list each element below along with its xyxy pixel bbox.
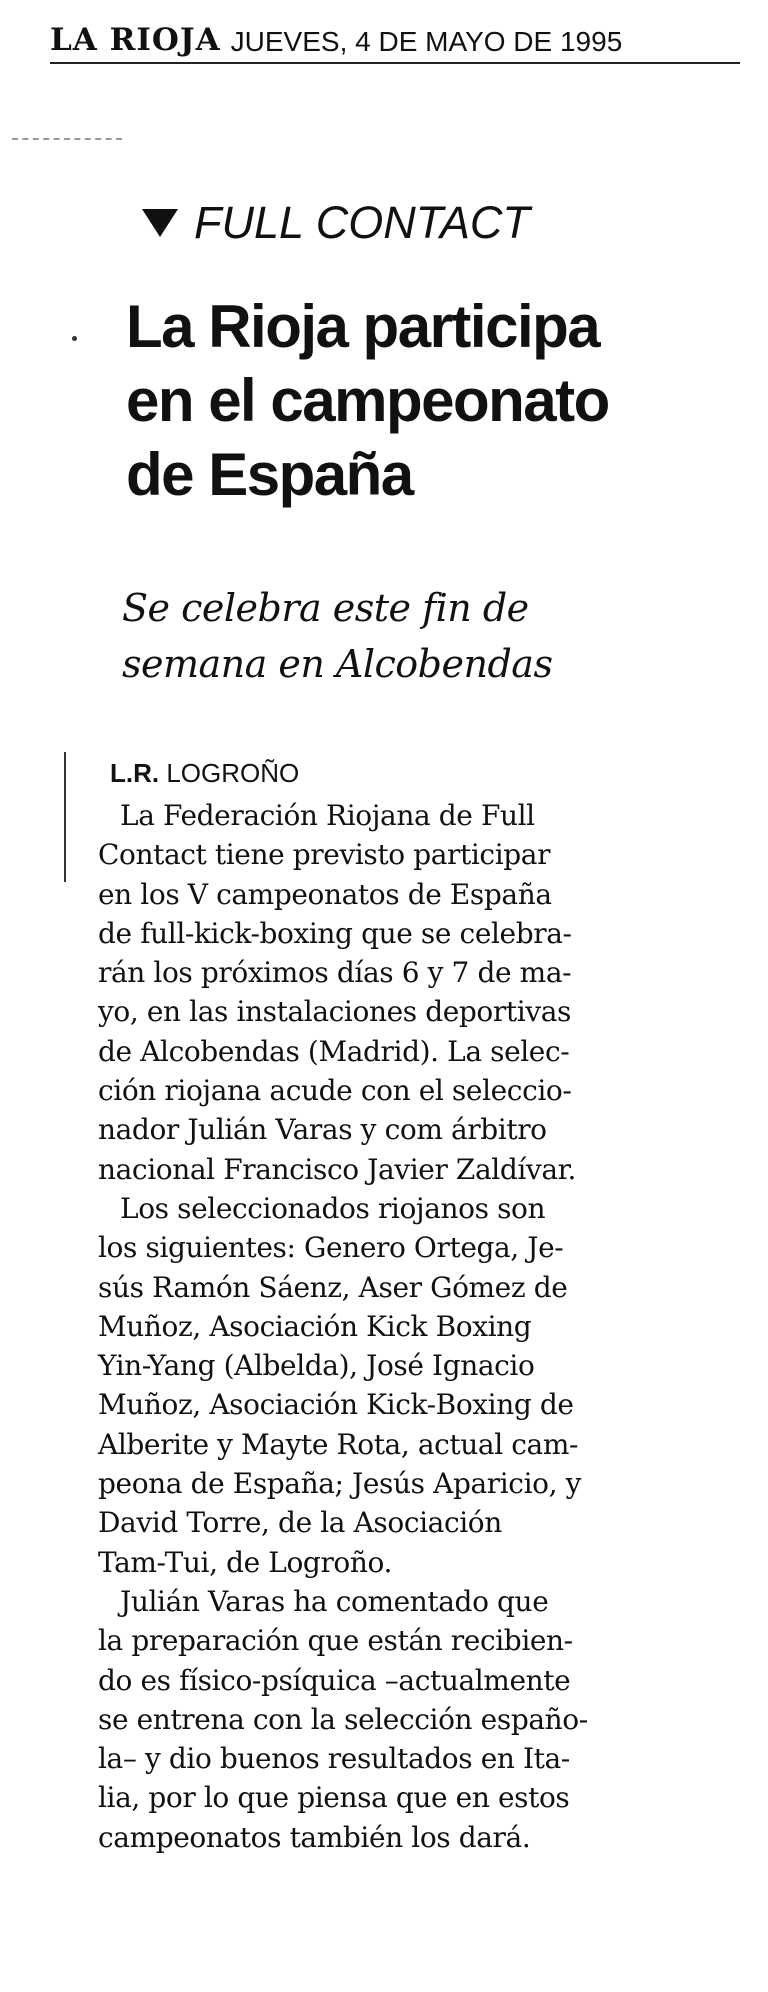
body-line: Tam-Tui, de Logroño. [98, 1545, 392, 1579]
byline-initials: L.R. [110, 758, 160, 788]
body-line: Muñoz, Asociación Kick-Boxing de [98, 1388, 574, 1422]
body-line: Los seleccionados riojanos son [120, 1191, 546, 1225]
subheadline-line: Se celebra este fin de [122, 586, 529, 630]
byline-place: LOGROÑO [166, 758, 300, 788]
body-line: sús Ramón Sáenz, Aser Gómez de [98, 1270, 568, 1304]
byline [110, 760, 299, 786]
body-line: lia, por lo que piensa que en estos [98, 1781, 570, 1815]
body-line: yo, en las instalaciones deportivas [98, 995, 571, 1029]
body-line: David Torre, de la Asociación [98, 1506, 502, 1540]
headline-line: La Rioja participa [126, 293, 600, 360]
body-line: do es físico-psíquica –actualmente [98, 1663, 571, 1697]
body-line: Contact tiene previsto participar [98, 838, 551, 872]
margin-mark [64, 752, 66, 882]
body-line: ción riojana acude con el seleccio- [98, 1074, 572, 1108]
body-line: en los V campeonatos de España [98, 877, 552, 911]
kicker-label: FULL CONTACT [194, 197, 530, 248]
triangle-down-icon [142, 209, 178, 237]
body-line: Yin-Yang (Albelda), José Ignacio [98, 1349, 535, 1383]
body-line: Julián Varas ha comentado que [120, 1584, 549, 1618]
body-line: de Alcobendas (Madrid). La selec- [98, 1034, 570, 1068]
headline [126, 290, 746, 512]
article-body [98, 796, 738, 1857]
scan-speck [72, 336, 77, 341]
body-line: rán los próximos días 6 y 7 de ma- [98, 956, 572, 990]
body-line: de full-kick-boxing que se celebra- [98, 916, 572, 950]
section-kicker [142, 197, 530, 248]
headline-line: de España [126, 441, 413, 508]
scan-artifact-line [12, 138, 122, 140]
body-line: Alberite y Mayte Rota, actual cam- [98, 1427, 579, 1461]
subheadline-line: semana en Alcobendas [122, 642, 553, 686]
body-line: se entrena con la selección españo- [98, 1702, 588, 1736]
headline-line: en el campeonato [126, 367, 609, 434]
publication-date: JUEVES, 4 DE MAYO DE 1995 [230, 26, 623, 57]
masthead [50, 18, 740, 64]
body-line: la– y dio buenos resultados en Ita- [98, 1742, 570, 1776]
newspaper-logo: LA RIOJA [50, 22, 221, 58]
body-line: nador Julián Varas y com árbitro [98, 1113, 547, 1147]
body-line: la preparación que están recibien- [98, 1624, 573, 1658]
body-line: Muñoz, Asociación Kick Boxing [98, 1309, 532, 1343]
body-line: peona de España; Jesús Aparicio, y [98, 1467, 582, 1501]
body-line: campeonatos también los dará. [98, 1820, 531, 1854]
body-line: La Federación Riojana de Full [120, 799, 535, 832]
subheadline [122, 580, 722, 692]
body-line: nacional Francisco Javier Zaldívar. [98, 1152, 577, 1186]
body-line: los siguientes: Genero Ortega, Je- [98, 1231, 564, 1265]
